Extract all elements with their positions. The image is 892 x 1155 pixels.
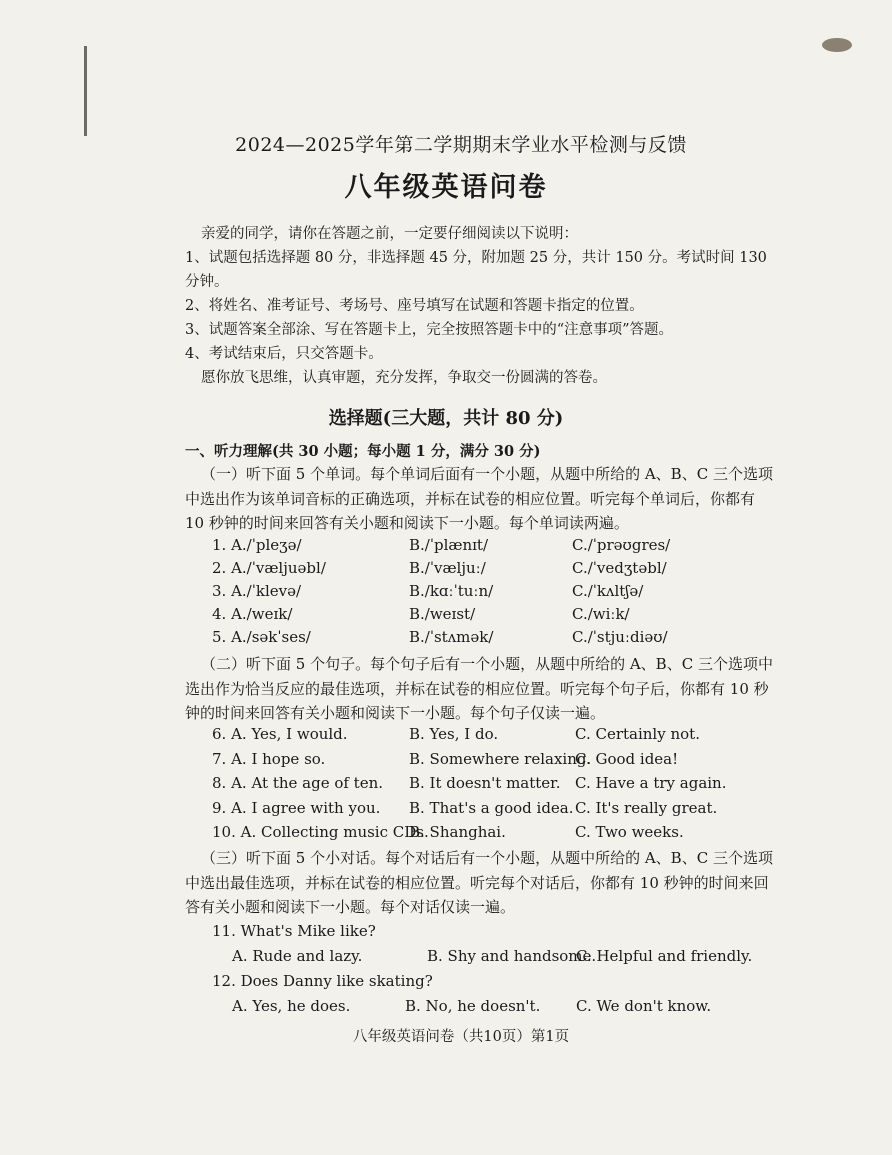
sub3-line: 中选出最佳选项，并标在试卷的相应位置。听完每个对话后，你都有 10 秒钟的时间来回 xyxy=(185,873,769,892)
sub3-line: 答有关小题和阅读下一小题。每个对话仅读一遍。 xyxy=(185,898,516,916)
note-3: 3、试题答案全部涂、写在答题卡上，完全按照答题卡中的“注意事项”答题。 xyxy=(185,322,674,338)
option-c: C. Good idea! xyxy=(575,750,679,768)
option-c: C./wiːk/ xyxy=(572,605,630,623)
option-a: 2. A./ˈvæljuəbl/ xyxy=(212,559,326,577)
question-10 xyxy=(212,823,772,847)
corner-mark xyxy=(822,38,852,52)
question-7 xyxy=(212,750,772,774)
option-a: 9. A. I agree with you. xyxy=(212,799,381,817)
question-12-stem: 12. Does Danny like skating? xyxy=(212,972,433,990)
question-8 xyxy=(212,774,772,798)
sub1-line: 10 秒钟的时间来回答有关小题和阅读下一小题。每个单词读两遍。 xyxy=(185,514,629,532)
exam-subtitle: 八年级英语问卷 xyxy=(344,172,548,203)
option-b: B. No, he doesn't. xyxy=(405,997,541,1015)
note-4: 4、考试结束后，只交答题卡。 xyxy=(185,346,383,362)
option-b: B. Yes, I do. xyxy=(409,725,499,743)
option-a: 8. A. At the age of ten. xyxy=(212,774,384,792)
option-c: C. We don't know. xyxy=(576,997,712,1015)
option-b: B./ˈplænɪt/ xyxy=(409,536,489,554)
greeting: 亲爱的同学，请你在答题之前，一定要仔细阅读以下说明： xyxy=(201,226,578,242)
sub2-line: （二）听下面 5 个句子。每个句子后有一个小题，从题中所给的 A、B、C 三个选项中 xyxy=(201,655,773,673)
question-3 xyxy=(212,582,772,606)
question-11-stem: 11. What's Mike like? xyxy=(212,922,376,940)
question-5 xyxy=(212,628,772,652)
question-1 xyxy=(212,536,772,560)
option-c: C./ˈprəʊgres/ xyxy=(572,536,671,554)
option-b: B. Shanghai. xyxy=(409,823,506,841)
option-a: A. Yes, he does. xyxy=(232,997,351,1015)
option-b: B. That's a good idea. xyxy=(409,799,574,817)
option-a: 7. A. I hope so. xyxy=(212,750,326,768)
option-c: C./ˈstjuːdiəʊ/ xyxy=(572,628,668,646)
sub3-instructions xyxy=(185,846,773,920)
question-11 xyxy=(232,947,792,971)
question-4 xyxy=(212,605,772,629)
option-c: C. Have a try again. xyxy=(575,774,727,792)
option-b: B./weɪst/ xyxy=(409,605,476,623)
note-2: 2、将姓名、准考证号、考场号、座号填写在试题和答题卡指定的位置。 xyxy=(185,298,644,314)
fold-line xyxy=(84,46,87,136)
option-c: C./ˈvedʒtəbl/ xyxy=(572,559,667,577)
option-a: 3. A./ˈklevə/ xyxy=(212,582,302,600)
instructions xyxy=(185,222,770,390)
question-2 xyxy=(212,559,772,583)
sub1-instructions xyxy=(185,462,773,536)
part-heading: 一、听力理解(共 30 小题；每小题 1 分，满分 30 分) xyxy=(185,443,541,460)
option-c: C./ˈkʌltʃə/ xyxy=(572,582,644,600)
question-12 xyxy=(232,997,792,1021)
option-c: C. It's really great. xyxy=(575,799,718,817)
wish-text: 愿你放飞思维，认真审题，充分发挥，争取交一份圆满的答卷。 xyxy=(201,370,607,386)
option-b: B. It doesn't matter. xyxy=(409,774,561,792)
sub1-line: 中选出作为该单词音标的正确选项，并标在试卷的相应位置。听完每个单词后，你都有 xyxy=(185,489,756,508)
option-c: C. Certainly not. xyxy=(575,725,700,743)
option-a: 10. A. Collecting music CDs. xyxy=(212,823,429,841)
option-c: C. Helpful and friendly. xyxy=(576,947,753,965)
exam-title: 2024—2025学年第二学期期末学业水平检测与反馈 xyxy=(235,134,687,156)
option-b: B./ˈstʌmək/ xyxy=(409,628,494,646)
option-a: 5. A./səkˈses/ xyxy=(212,628,311,646)
option-a: 1. A./ˈpleʒə/ xyxy=(212,536,302,554)
sub2-line: 选出作为恰当反应的最佳选项，并标在试卷的相应位置。听完每个句子后，你都有 10 秒 xyxy=(185,679,769,698)
page-footer: 八年级英语问卷（共10页）第1页 xyxy=(352,1029,570,1045)
sub3-line: （三）听下面 5 个小对话。每个对话后有一个小题，从题中所给的 A、B、C 三个选项 xyxy=(201,849,773,867)
note-1b: 分钟。 xyxy=(185,274,229,290)
option-c: C. Two weeks. xyxy=(575,823,684,841)
option-b: B. Somewhere relaxing. xyxy=(409,750,592,768)
option-a: 6. A. Yes, I would. xyxy=(212,725,348,743)
question-9 xyxy=(212,799,772,823)
option-b: B. Shy and handsome. xyxy=(427,947,597,965)
option-a: A. Rude and lazy. xyxy=(232,947,363,965)
sub2-instructions xyxy=(185,652,773,726)
sub2-line: 钟的时间来回答有关小题和阅读下一小题。每个句子仅读一遍。 xyxy=(185,704,606,722)
option-a: 4. A./weɪk/ xyxy=(212,605,293,623)
sub1-line: （一）听下面 5 个单词。每个单词后面有一个小题，从题中所给的 A、B、C 三个选项 xyxy=(201,465,773,483)
section-title: 选择题(三大题，共计 80 分) xyxy=(328,408,564,429)
question-6 xyxy=(212,725,772,749)
option-b: B./kɑːˈtuːn/ xyxy=(409,582,494,600)
option-b: B./ˈvæljuː/ xyxy=(409,559,486,577)
note-1a: 1、试题包括选择题 80 分，非选择题 45 分，附加题 25 分，共计 150 分。考试时间 130 xyxy=(185,250,767,266)
